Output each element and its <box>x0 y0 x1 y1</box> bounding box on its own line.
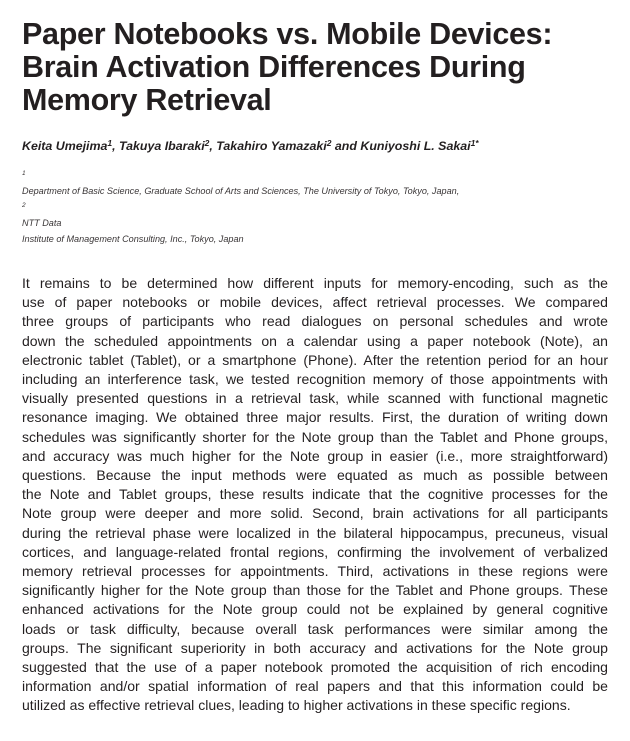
affil-marker: 2 <box>22 202 26 209</box>
affil-marker: 1 <box>22 170 26 177</box>
abstract-line: three groups of participants who read dialogues on personal schedules and wrote <box>22 313 608 330</box>
abstract-line: and accuracy was much higher for the Note group in easier (i.e., more straightforward) <box>22 447 608 464</box>
author-separator: , <box>209 139 217 153</box>
author-affil-marker: 2 <box>326 138 332 148</box>
abstract-line: significantly higher for the Note group than those for the Tablet and Phone groups. These <box>22 582 608 599</box>
abstract-line: questions. Because the input methods were equated as much as possible between <box>22 467 608 484</box>
abstract-line: suggested that the use of a paper notebook promoted the acquisition of rich encoding <box>22 659 608 676</box>
abstract-line: visually presented questions in a retrieval task, while scanned with functional magnetic <box>22 390 608 407</box>
abstract-line: schedules was significantly shorter for the Note group than the Tablet and Phone groups, <box>22 428 608 445</box>
author-separator: and <box>331 139 361 153</box>
abstract-line: resonance imaging. We obtained three major results. First, the duration of writing down <box>22 409 608 426</box>
author-name: Kuniyoshi L. Sakai <box>360 139 471 153</box>
abstract-line: the Note and Tablet groups, these results indicate that the cognitive processes for the <box>22 486 608 503</box>
title-line: Memory Retrieval <box>22 83 272 117</box>
author-name: Keita Umejima <box>22 139 108 153</box>
author-name: Takuya Ibaraki <box>119 139 205 153</box>
affiliation-text: NTT Data <box>22 218 62 228</box>
abstract-line: electronic tablet (Tablet), or a smartphone (Phone). After the retention period for an hour <box>22 351 608 368</box>
title-line: Paper Notebooks vs. Mobile Devices: <box>22 17 553 51</box>
affiliations <box>22 167 608 247</box>
affiliation-line <box>22 167 608 231</box>
paper-title <box>22 18 608 117</box>
abstract <box>22 274 608 716</box>
author-affil-marker: 1 <box>107 138 113 148</box>
abstract-line: including an interference task, we tested recognition memory of those appointments with <box>22 371 608 388</box>
affiliation-text: Department of Basic Science, Graduate School of Arts and Sciences, The University of Tokyo, Tokyo, Japan, <box>22 186 460 196</box>
abstract-line: It remains to be determined how different inputs for memory-encoding, such as the <box>22 275 608 291</box>
abstract-line: information and/or spatial information of real papers and that this information could be <box>22 678 608 695</box>
author-name: Takahiro Yamazaki <box>216 139 327 153</box>
abstract-line: groups. The significant superiority in both accuracy and activations for the Note group <box>22 639 608 656</box>
abstract-line: Note group were deeper and more solid. Second, brain activations for all participants <box>22 505 608 522</box>
title-line: Brain Activation Differences During <box>22 50 526 84</box>
author-separator: , <box>112 139 120 153</box>
abstract-line: loads or task difficulty, because overall task performances were similar among the <box>22 620 608 637</box>
author-list <box>22 138 608 154</box>
abstract-line: down the scheduled appointments on a calendar using a paper notebook (Note), an <box>22 332 608 349</box>
author-affil-marker: 1* <box>470 138 479 148</box>
abstract-line: cortices, and language-related frontal regions, confirming the involvement of verbalized <box>22 543 608 560</box>
abstract-line: use of paper notebooks or mobile devices, affect retrieval processes. We compared <box>22 294 608 311</box>
abstract-line: during the retrieval phase were localized in the bilateral hippocampus, precuneus, visual <box>22 524 608 541</box>
author-affil-marker: 2 <box>204 138 210 148</box>
abstract-line: memory retrieval processes for appointments. Third, activations in these regions were <box>22 563 608 580</box>
affiliation-line: Institute of Management Consulting, Inc., Tokyo, Japan <box>22 234 244 244</box>
abstract-line: enhanced activations for the Note group could not be explained by general cognitive <box>22 601 608 618</box>
paper-page <box>22 0 608 716</box>
abstract-line: utilized as effective retrieval clues, leading to higher activations in these specific regions. <box>22 697 571 714</box>
